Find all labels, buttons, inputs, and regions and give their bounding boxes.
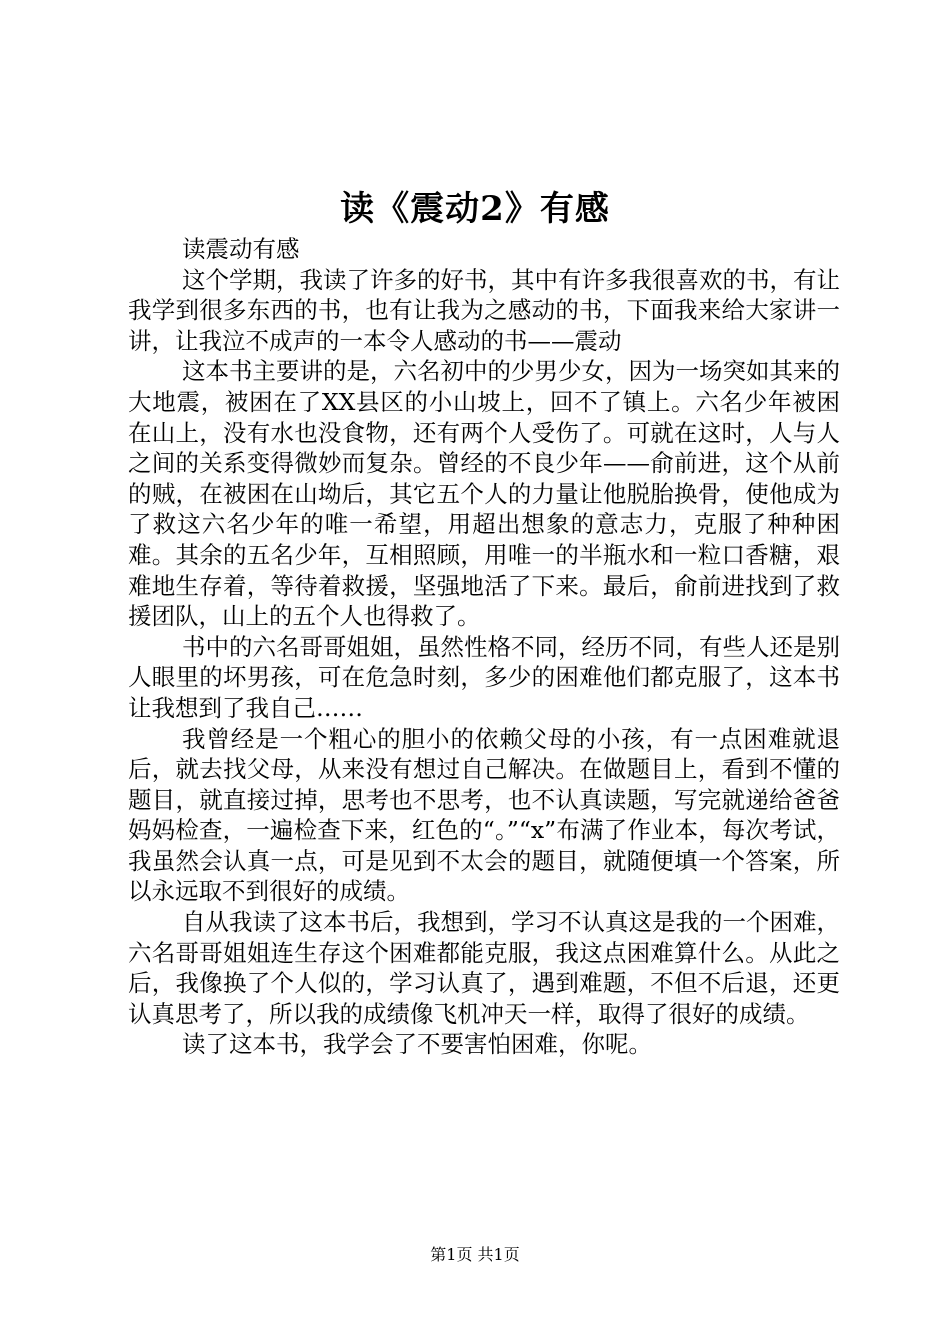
- page-footer: 第1页 共1页: [430, 1245, 520, 1264]
- paragraph: 书中的六名哥哥姐姐，虽然性格不同，经历不同，有些人还是别人眼里的坏男孩，可在危急时刻，多少的困难他们都克服了，这本书让我想到了我自己……: [128, 632, 840, 722]
- paragraph: 读了这本书，我学会了不要害怕困难，你呢。: [182, 1030, 652, 1059]
- paragraph: 这个学期，我读了许多的好书，其中有许多我很喜欢的书，有让我学到很多东西的书，也有让我为之感动的书，下面我来给大家讲一讲，让我泣不成声的一本令人感动的书——震动: [128, 265, 840, 355]
- document-body: [128, 234, 840, 1060]
- paragraph: 这本书主要讲的是，六名初中的少男少女，因为一场突如其来的大地震，被困在了XX县区的小山坡上，回不了镇上。六名少年被困在山上，没有水也没食物，还有两个人受伤了。可就在这时，人与人之间的关系变得微妙而复杂。曾经的不良少年——俞前进，这个从前的贼，在被困在山坳后，其它五个人的力量让他脱胎换骨，使他成为了救这六名少年的唯一希望，用超出想象的意志力，克服了种种困难。其余的五名少年，互相照顾，用唯一的半瓶水和一粒口香糖，艰难地生存着，等待着救援，坚强地活了下来。最后，俞前进找到了救援团队，山上的五个人也得救了。: [128, 357, 840, 631]
- document-title: 读《震动2》有感: [340, 189, 610, 229]
- paragraph-subtitle: 读震动有感: [182, 235, 300, 263]
- paragraph: 自从我读了这本书后，我想到，学习不认真这是我的一个困难，六名哥哥姐姐连生存这个困难都能克服，我这点困难算什么。从此之后，我像换了个人似的，学习认真了，遇到难题，不但不后退，还更认真思考了，所以我的成绩像飞机冲天一样，取得了很好的成绩。: [128, 908, 840, 1028]
- paragraph: 我曾经是一个粗心的胆小的依赖父母的小孩，有一点困难就退后，就去找父母，从来没有想过自己解决。在做题目上，看到不懂的题目，就直接过掉，思考也不思考，也不认真读题，写完就递给爸爸妈妈检查，一遍检查下来，红色的“。”“x”布满了作业本，每次考试，我虽然会认真一点，可是见到不太会的题目，就随便填一个答案，所以永远取不到很好的成绩。: [128, 724, 840, 906]
